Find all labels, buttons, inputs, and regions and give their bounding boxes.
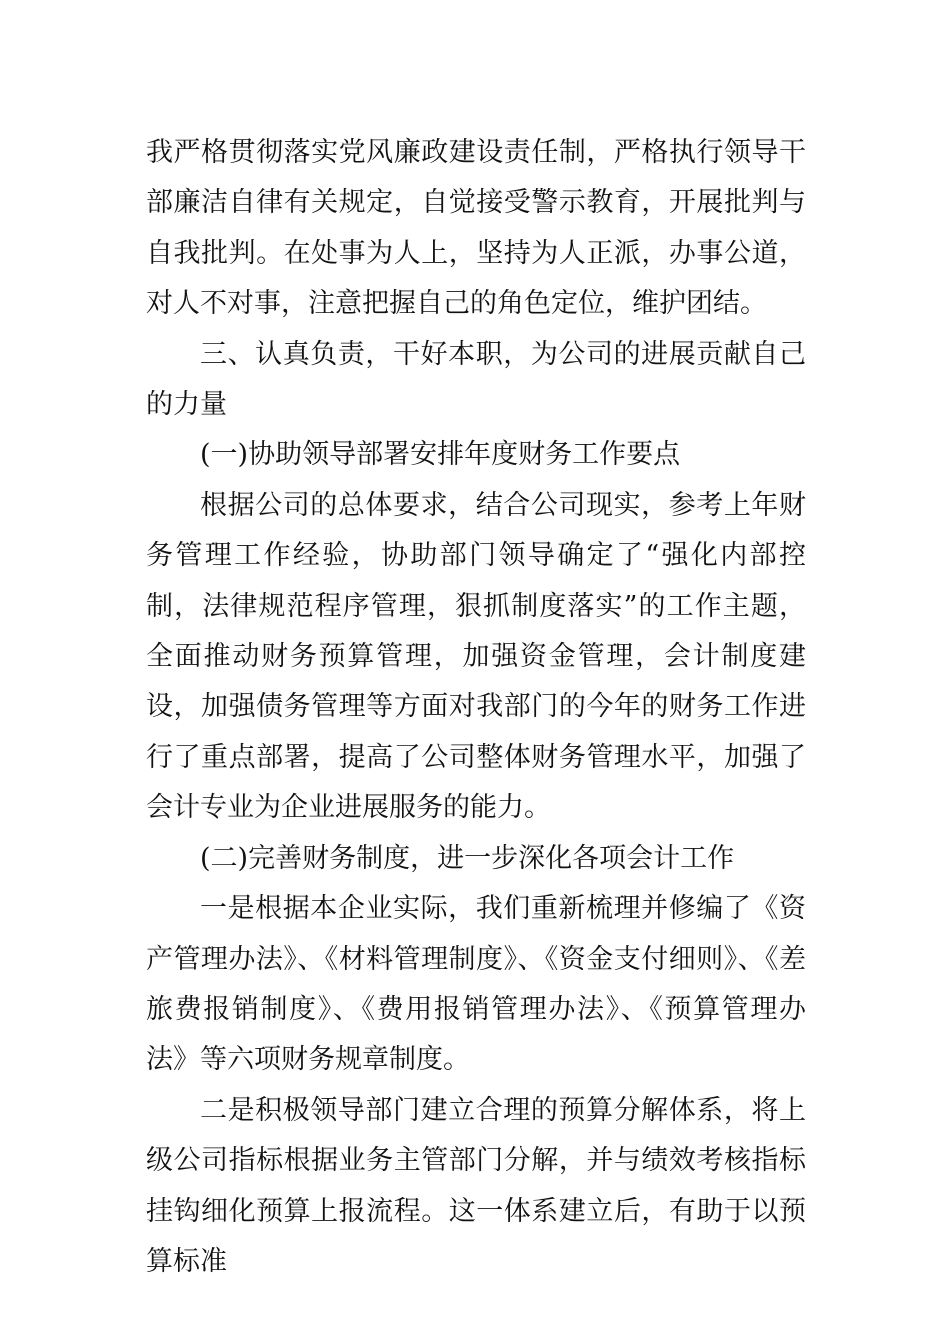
subheading-two: (二)完善财务制度，进一步深化各项会计工作 <box>200 842 735 874</box>
paragraph-annual-plan: 根据公司的总体要求，结合公司现实，参考上年财务管理工作经验，协助部门领导确定了“强化内部控制，法律规范程序管理，狠抓制度落实”的工作主题，全面推动财务预算管理，加强资金管理，会计制度建设，加强债务管理等方面对我部门的今年的财务工作进行了重点部署，提高了公司整体财务管理水平，加强了会计专业为企业进展服务的能力。 <box>146 489 806 824</box>
document-body <box>146 128 806 1287</box>
paragraph-regulations: 一是根据本企业实际，我们重新梳理并修编了《资产管理办法》、《材料管理制度》、《资金支付细则》、《差旅费报销制度》、《费用报销管理办法》、《预算管理办法》等六项财务规章制度。 <box>146 893 806 1076</box>
subheading-one: (一)协助领导部署安排年度财务工作要点 <box>200 439 681 471</box>
section-heading-three: 三、认真负责，干好本职，为公司的进展贡献自己的力量 <box>146 338 806 421</box>
paragraph-budget-system: 二是积极领导部门建立合理的预算分解体系，将上级公司指标根据业务主管部门分解，并与绩效考核指标挂钩细化预算上报流程。这一体系建立后，有助于以预算标准 <box>146 1094 806 1277</box>
paragraph-discipline: 我严格贯彻落实党风廉政建设责任制，严格执行领导干部廉洁自律有关规定，自觉接受警示教育，开展批判与自我批判。在处事为人上，坚持为人正派，办事公道，对人不对事，注意把握自己的角色定位，维护团结。 <box>146 137 806 320</box>
